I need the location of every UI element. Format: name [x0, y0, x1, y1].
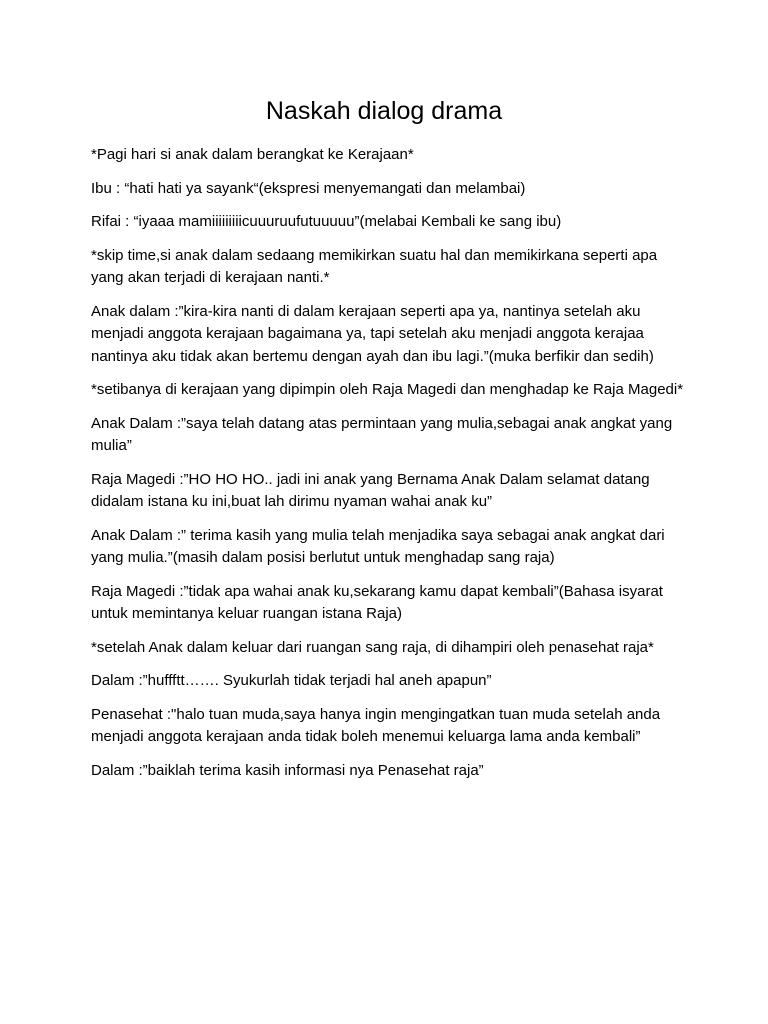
paragraph-dialog-raja-magedi-1: Raja Magedi :”HO HO HO.. jadi ini anak yang Bernama Anak Dalam selamat datang didalam istana ku ini,buat lah dirimu nyaman wahai anak ku”	[91, 470, 650, 510]
document-title: Naskah dialog drama	[265, 97, 503, 125]
paragraph-dialog-dalam-2: Dalam :”baiklah terima kasih informasi nya Penasehat raja”	[91, 761, 484, 779]
paragraph-scene-skip-time: *skip time,si anak dalam sedaang memikirkan suatu hal dan memikirkana seperti apa yang akan terjadi di kerajaan nanti.*	[91, 246, 658, 286]
paragraph-dialog-dalam-1: Dalam :”huffftt……. Syukurlah tidak terjadi hal aneh apapun”	[91, 672, 492, 689]
paragraph-scene-leaving: *setelah Anak dalam keluar dari ruangan sang raja, di dihampiri oleh penasehat raja*	[91, 638, 654, 656]
paragraph-dialog-ibu: Ibu : “hati hati ya sayank“(ekspresi menyemangati dan melambai)	[91, 179, 526, 197]
paragraph-dialog-penasehat: Penasehat :"halo tuan muda,saya hanya ingin mengingatkan tuan muda setelah anda menjadi anggota kerajaan anda tidak boleh menemui keluarga lama anda kembali”	[91, 705, 661, 745]
document-body	[91, 144, 691, 793]
paragraph-scene-arrival: *setibanya di kerajaan yang dipimpin oleh Raja Magedi dan menghadap ke Raja Magedi*	[91, 381, 684, 398]
paragraph-dialog-raja-magedi-2: Raja Magedi :”tidak apa wahai anak ku,sekarang kamu dapat kembali”(Bahasa isyarat untuk memintanya keluar ruangan istana Raja)	[91, 582, 663, 622]
paragraph-scene-morning: *Pagi hari si anak dalam berangkat ke Kerajaan*	[91, 146, 414, 163]
paragraph-dialog-anak-dalam-2: Anak Dalam :”saya telah datang atas permintaan yang mulia,sebagai anak angkat yang mulia”	[91, 414, 673, 454]
paragraph-dialog-rifai: Rifai : “iyaaa mamiiiiiiiiicuuuruufutuuuuu”(melabai Kembali ke sang ibu)	[91, 213, 562, 230]
paragraph-dialog-anak-dalam-3: Anak Dalam :” terima kasih yang mulia telah menjadika saya sebagai anak angkat dari yang mulia.”(masih dalam posisi berlutut untuk menghadap sang raja)	[91, 526, 665, 566]
paragraph-dialog-anak-dalam-1: Anak dalam :”kira-kira nanti di dalam kerajaan seperti apa ya, nantinya setelah aku menjadi anggota kerajaan bagaimana ya, tapi setelah aku menjadi anggota kerajaa nantinya aku tidak akan bertemu dengan ayah dan ibu lagi.”(muka berfikir dan sedih)	[91, 302, 654, 365]
